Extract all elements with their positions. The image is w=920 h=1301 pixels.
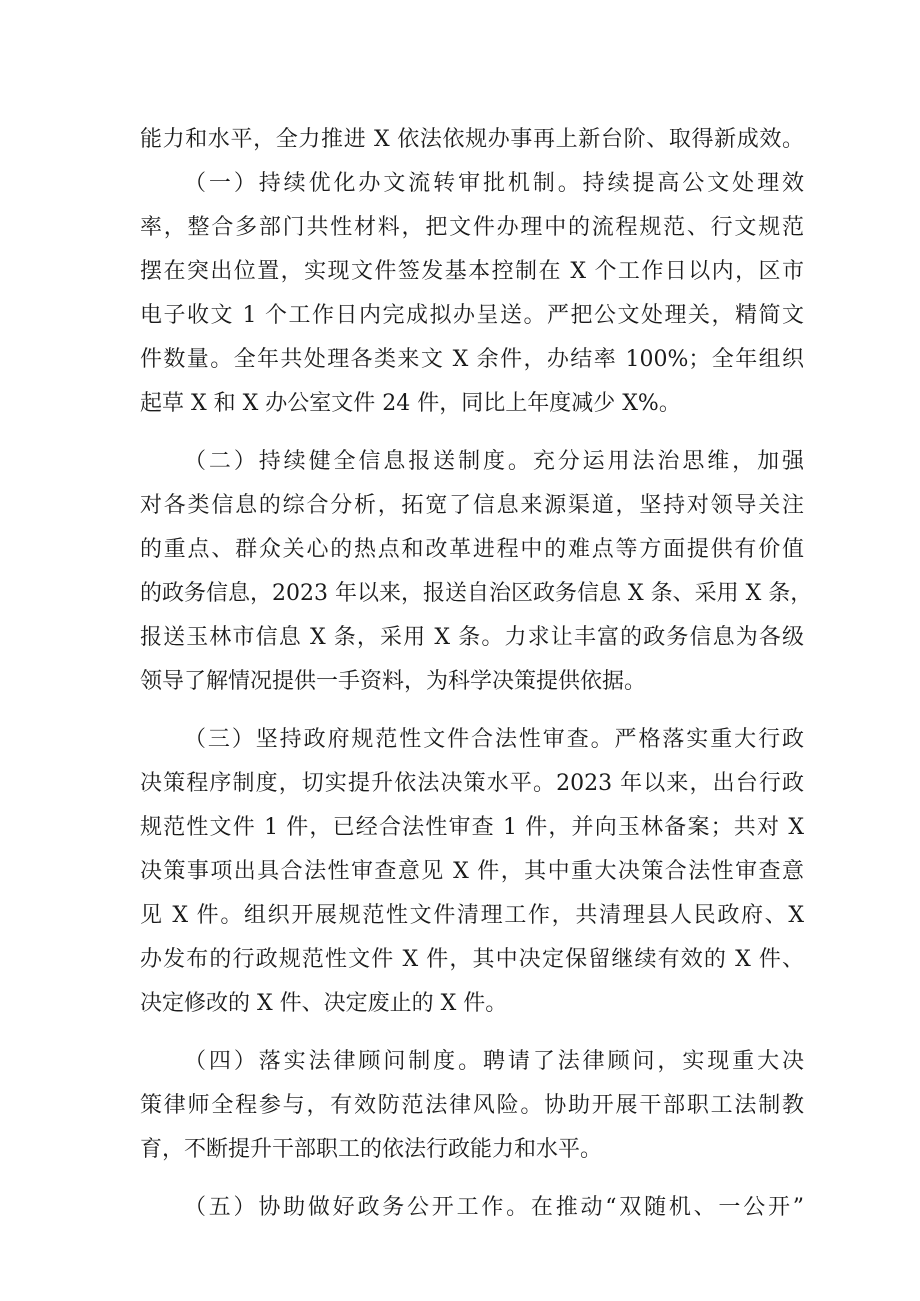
text-line: 报送玉林市信息 X 条，采用 X 条。力求让丰富的政务信息为各级 <box>140 625 804 650</box>
text-line: 电子收文 1 个工作日内完成拟办呈送。严把公文处理关，精简文 <box>140 303 804 328</box>
text-line: 决策事项出具合法性审查意见 X 件，其中重大决策合法性审查意 <box>140 859 804 884</box>
section-3-heading-line: （三）坚持政府规范性文件合法性审查。严格落实重大行政 <box>184 727 804 752</box>
text-line: 规范性文件 1 件，已经合法性审查 1 件，并向玉林备案；共对 X <box>140 815 804 840</box>
text-line: 策律师全程参与，有效防范法律风险。协助开展干部职工法制教 <box>140 1093 804 1118</box>
paragraph-intro-end <box>140 118 804 162</box>
document-body <box>140 118 813 1230</box>
section-4-heading-line: （四）落实法律顾问制度。聘请了法律顾问，实现重大决 <box>184 1049 804 1074</box>
paragraph-gap <box>140 426 804 440</box>
paragraph-gap <box>140 1026 804 1040</box>
text-line: 起草 X 和 X 办公室文件 24 件，同比上年度减少 X%。 <box>140 391 681 416</box>
text-line: 办发布的行政规范性文件 X 件，其中决定保留继续有效的 X 件、 <box>140 947 804 972</box>
section-4-paragraph <box>140 1040 804 1172</box>
text-line: 摆在突出位置，实现文件签发基本控制在 X 个工作日以内，区市 <box>140 259 804 284</box>
paragraph-gap <box>140 1172 804 1186</box>
section-5-heading-line: （五）协助做好政务公开工作。在推动“双随机、一公开” <box>184 1195 804 1220</box>
paragraph-gap <box>140 704 804 718</box>
section-3-paragraph <box>140 718 804 1026</box>
text-line: 育，不断提升干部职工的依法行政能力和水平。 <box>140 1137 603 1162</box>
section-1-heading-line: （一）持续优化办文流转审批机制。持续提高公文处理效 <box>184 171 804 196</box>
text-line: 领导了解情况提供一手资料，为科学决策提供依据。 <box>140 669 647 694</box>
section-5-paragraph <box>140 1186 804 1230</box>
text-line: 能力和水平，全力推进 X 依法依规办事再上新台阶、取得新成效。 <box>140 127 804 152</box>
text-line: 见 X 件。组织开展规范性文件清理工作，共清理县人民政府、X <box>140 903 804 928</box>
text-line: 对各类信息的综合分析，拓宽了信息来源渠道，坚持对领导关注 <box>140 493 804 518</box>
text-line: 率，整合多部门共性材料，把文件办理中的流程规范、行文规范 <box>140 215 804 240</box>
text-line: 决定修改的 X 件、决定废止的 X 件。 <box>140 991 508 1016</box>
text-line: 件数量。全年共处理各类来文 X 余件，办结率 100%；全年组织 <box>140 347 804 372</box>
section-1-paragraph <box>140 162 804 426</box>
section-2-heading-line: （二）持续健全信息报送制度。充分运用法治思维，加强 <box>184 449 804 474</box>
text-line: 决策程序制度，切实提升依法决策水平。2023 年以来，出台行政 <box>140 771 804 796</box>
section-2-paragraph <box>140 440 813 704</box>
text-line: 的重点、群众关心的热点和改革进程中的难点等方面提供有价值 <box>140 537 804 562</box>
text-line: 的政务信息，2023 年以来，报送自治区政务信息 X 条、采用 X 条， <box>140 581 813 606</box>
